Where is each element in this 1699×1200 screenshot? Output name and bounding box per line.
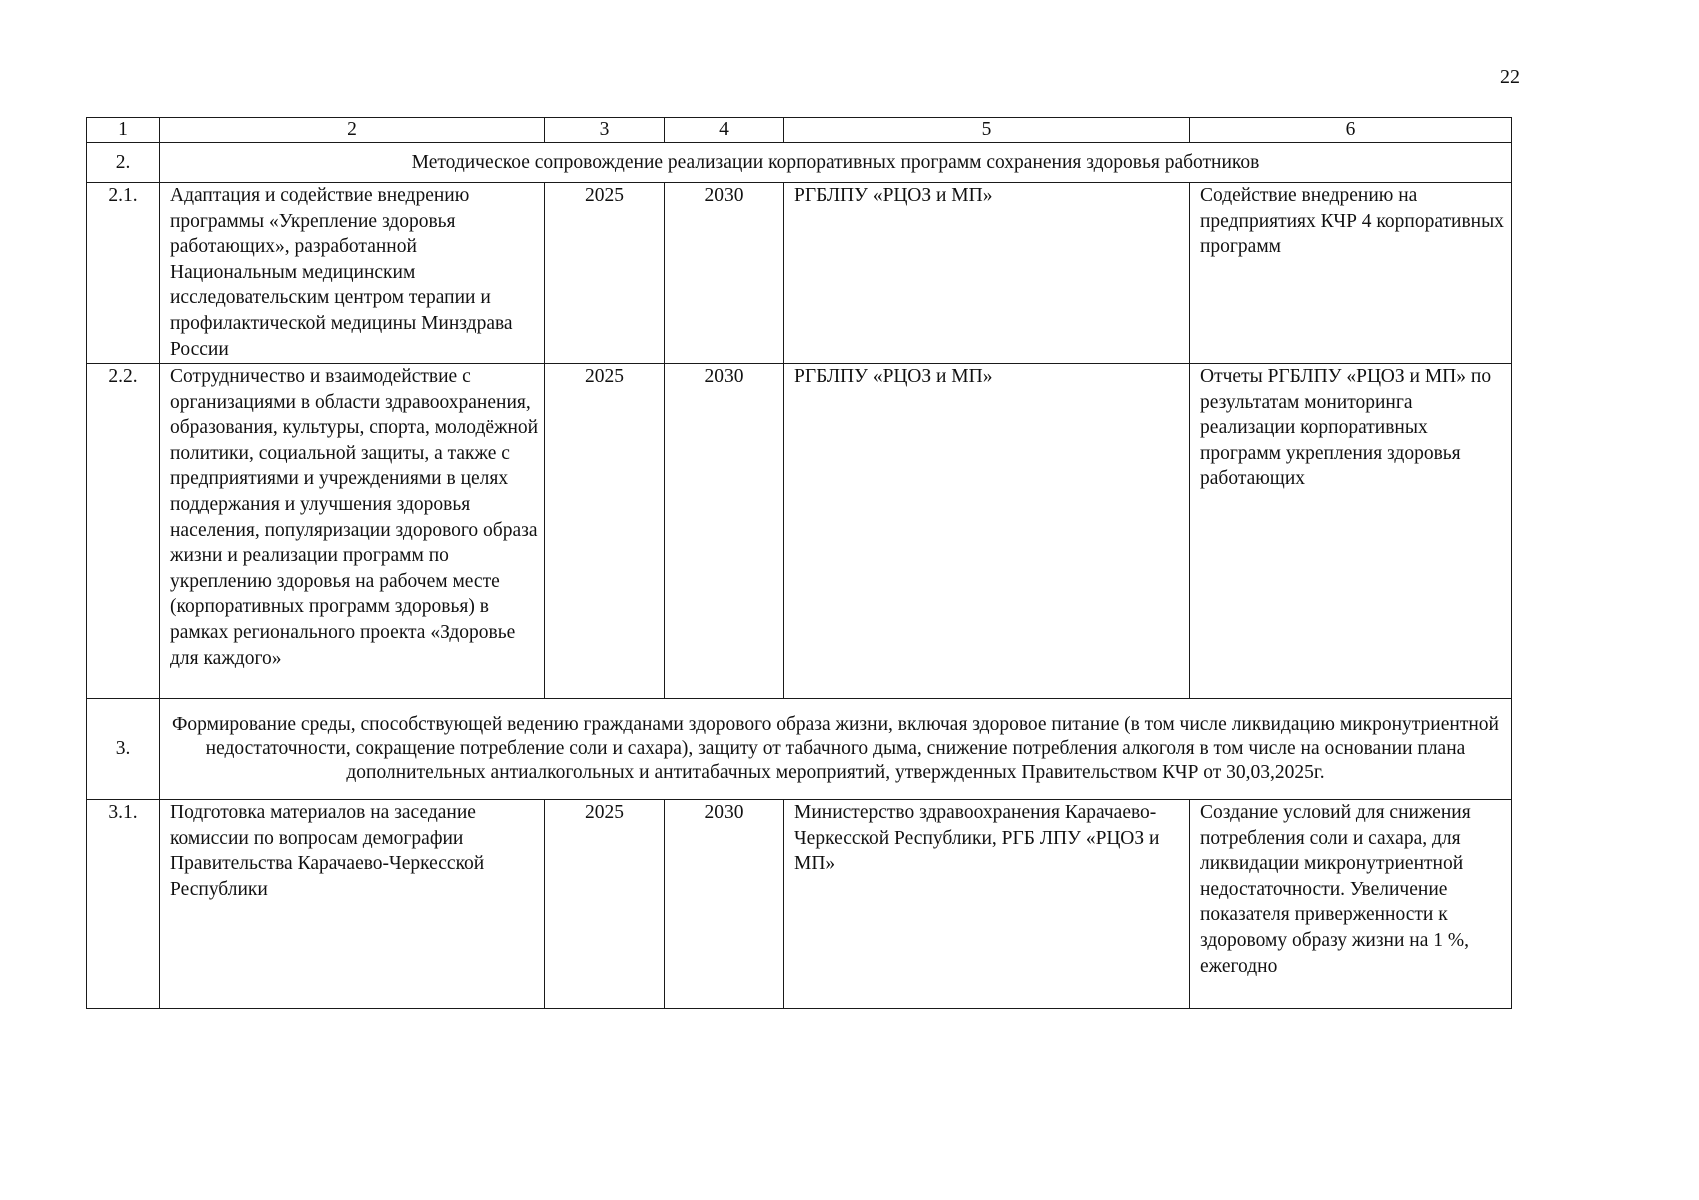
table-row: [87, 364, 1512, 699]
responsible-cell: РГБЛПУ «РЦОЗ и МП»: [784, 183, 1190, 364]
start-year-cell: 2025: [545, 183, 665, 364]
plan-table: [86, 117, 1512, 1009]
item-number: 2.1.: [87, 183, 160, 364]
activity-cell: Подготовка материалов на заседание комиссии по вопросам демографии Правительства Карачаево-Черкесской Республики: [160, 800, 545, 1009]
start-year-cell: 2025: [545, 364, 665, 699]
page-number: 22: [1500, 66, 1520, 88]
column-number-3: 3: [545, 118, 665, 143]
end-year-cell: 2030: [665, 800, 784, 1009]
section-number: 2.: [87, 143, 160, 183]
item-number: 3.1.: [87, 800, 160, 1009]
column-number-4: 4: [665, 118, 784, 143]
result-cell: Создание условий для снижения потребления соли и сахара, для ликвидации микронутриентной недостаточности. Увеличение показателя приверженности к здоровому образу жизни на 1 %, ежегодно: [1190, 800, 1512, 1009]
result-cell: Отчеты РГБЛПУ «РЦОЗ и МП» по результатам мониторинга реализации корпоративных программ укрепления здоровья работающих: [1190, 364, 1512, 699]
column-number-5: 5: [784, 118, 1190, 143]
result-cell: Содействие внедрению на предприятиях КЧР 4 корпоративных программ: [1190, 183, 1512, 364]
item-number: 2.2.: [87, 364, 160, 699]
column-number-1: 1: [87, 118, 160, 143]
section-row-2: [87, 143, 1512, 183]
end-year-cell: 2030: [665, 364, 784, 699]
column-number-6: 6: [1190, 118, 1512, 143]
activity-cell: Адаптация и содействие внедрению программы «Укрепление здоровья работающих», разработанной Национальным медицинским исследовательским центром терапии и профилактической медицины Минздрава России: [160, 183, 545, 364]
end-year-cell: 2030: [665, 183, 784, 364]
section-row-3: [87, 699, 1512, 800]
section-title: Методическое сопровождение реализации корпоративных программ сохранения здоровья работников: [160, 143, 1512, 183]
section-number: 3.: [87, 699, 160, 800]
start-year-cell: 2025: [545, 800, 665, 1009]
activity-cell: Сотрудничество и взаимодействие с организациями в области здравоохранения, образования, культуры, спорта, молодёжной политики, социальной защиты, а также с предприятиями и учреждениями в целях поддержания и улучшения здоровья населения, популяризации здорового образа жизни и реализации программ по укреплению здоровья на рабочем месте (корпоративных программ здоровья) в рамках регионального проекта «Здоровье для каждого»: [160, 364, 545, 699]
table-row: [87, 183, 1512, 364]
table-row: [87, 800, 1512, 1009]
responsible-cell: Министерство здравоохранения Карачаево-Черкесской Республики, РГБ ЛПУ «РЦОЗ и МП»: [784, 800, 1190, 1009]
column-number-2: 2: [160, 118, 545, 143]
section-title: Формирование среды, способствующей ведению гражданами здорового образа жизни, включая здоровое питание (в том числе ликвидацию микронутриентной недостаточности, сокращение потребление соли и сахара), защиту от табачного дыма, снижение потребления алкоголя в том числе на основании плана дополнительных антиалкогольных и антитабачных мероприятий, утвержденных Правительством КЧР от 30,03,2025г.: [160, 699, 1512, 800]
column-number-row: [87, 118, 1512, 143]
responsible-cell: РГБЛПУ «РЦОЗ и МП»: [784, 364, 1190, 699]
